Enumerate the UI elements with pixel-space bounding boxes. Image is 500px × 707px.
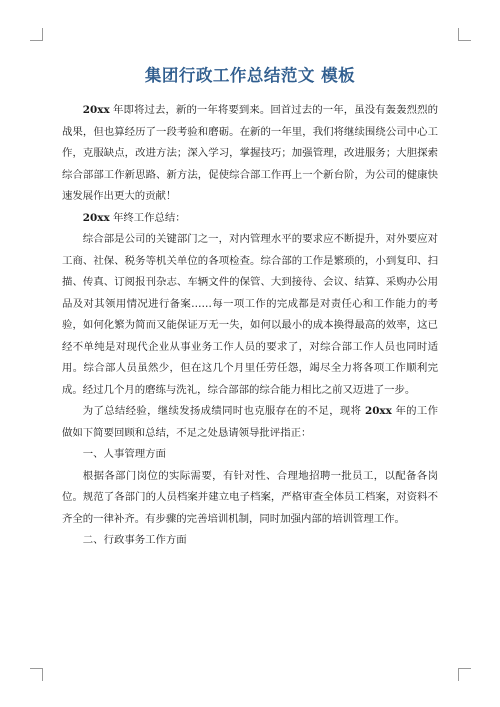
review-intro-paragraph: 为了总结经验，继续发扬成绩同时也克服存在的不足，现将 20xx 年的工作做如下简要回顾和总结，不足之处恳请领导批评指正： xyxy=(62,405,438,439)
personnel-paragraph: 根据各部门岗位的实际需要，有针对性、合理地招聘一批员工，以配备各岗位。规范了各部门的人员档案并建立电子档案，严格审查全体员工档案，对资料不齐全的一律补齐。有步骤的完善培训机制，同时加强内部的培训管理工作。 xyxy=(62,469,438,525)
document-title: 集团行政工作总结范文 模板 xyxy=(144,66,356,85)
department-paragraph: 综合部是公司的关键部门之一，对内管理水平的要求应不断提升，对外要应对工商、社保、税务等机关单位的各项检查。综合部的工作是繁琐的，小到复印、扫描、传真、订阅报刊杂志、车辆文件的保管、大到接待、会议、结算、采购办公用品及对其领用情况进行备案……每一项工作的完成都是对责任心和工作能力的考验，如何化繁为简而又能保证万无一失，如何以最小的成本换得最高的效率，这已经不单纯是对现代企业从事业务工作人员的要求了，对综合部工作人员也同时适用。综合部人员虽然少，但在这几个月里任劳任怨，竭尽全力将各项工作顺利完成。经过几个月的磨练与洗礼，综合部部的综合能力相比之前又迈进了一步。 xyxy=(62,233,438,396)
crop-mark-bottom-right xyxy=(458,668,471,681)
year-token: 20xx xyxy=(82,211,110,224)
summary-heading: 20xx 年终工作总结： xyxy=(82,211,186,224)
section-heading-admin: 二、行政事务工作方面 xyxy=(82,534,187,546)
year-token: 20xx xyxy=(364,405,392,417)
intro-paragraph: 20xx 年即将过去，新的一年将要到来。回首过去的一年，虽没有轰轰烈烈的战果，但也算经历了一段考验和磨砺。在新的一年里，我们将继续围绕公司中心工作，克服缺点，改进方法；深入学习，掌握技巧；加强管理，改进服务；大胆探索综合部部工作新思路、新方法，促使综合部工作再上一个新台阶，为公司的健康快速发展作出更大的贡献！ xyxy=(62,104,438,202)
section-heading-personnel: 一、人事管理方面 xyxy=(82,448,166,460)
document-body xyxy=(62,100,438,552)
crop-mark-top-left xyxy=(30,28,43,41)
crop-mark-top-right xyxy=(458,28,471,41)
crop-mark-bottom-left xyxy=(30,668,43,681)
year-token: 20xx xyxy=(82,104,110,116)
